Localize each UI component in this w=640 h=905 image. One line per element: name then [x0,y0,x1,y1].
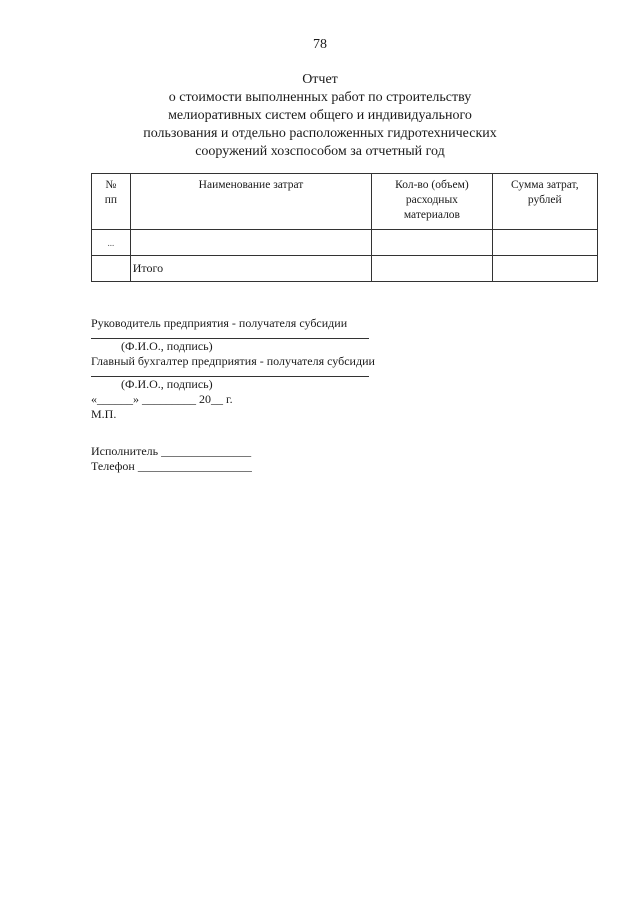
signature-block [91,316,411,474]
row-name-cell [130,230,371,256]
row-qty-cell [372,230,492,256]
cost-table [91,173,598,282]
table-total-row [92,256,598,282]
phone-line: Телефон ___________________ [91,459,252,473]
table-row [92,230,598,256]
title-line: мелиоративных систем общего и индивидуального [168,108,472,123]
title-line: сооружений хозспособом за отчетный год [195,144,445,159]
title-line: пользования и отдельно расположенных гидротехнических [143,126,497,141]
title-line: Отчет [302,72,338,87]
accountant-caption: (Ф.И.О., подпись) [121,377,213,391]
date-line: «______» _________ 20__ г. [91,392,233,406]
total-label: Итого [130,256,371,282]
total-num-cell [92,256,131,282]
header-name: Наименование затрат [130,174,371,230]
head-caption: (Ф.И.О., подпись) [121,339,213,353]
head-label: Руководитель предприятия - получателя субсидии [91,316,348,330]
row-num-cell: ... [92,230,131,256]
spacer [91,422,411,444]
total-qty-cell [372,256,492,282]
header-sum: Сумма затрат, рублей [492,174,597,230]
stamp-label: М.П. [91,407,117,421]
report-title [120,71,520,161]
page-number: 78 [313,37,327,52]
title-line: о стоимости выполненных работ по строительству [168,90,472,105]
header-quantity: Кол-во (объем) расходных материалов [372,174,492,230]
executor-line: Исполнитель _______________ [91,444,252,458]
header-num: № пп [92,174,131,230]
total-sum-cell [492,256,597,282]
accountant-label: Главный бухгалтер предприятия - получателя субсидии [91,354,375,368]
row-sum-cell [492,230,597,256]
table-header-row [92,174,598,230]
